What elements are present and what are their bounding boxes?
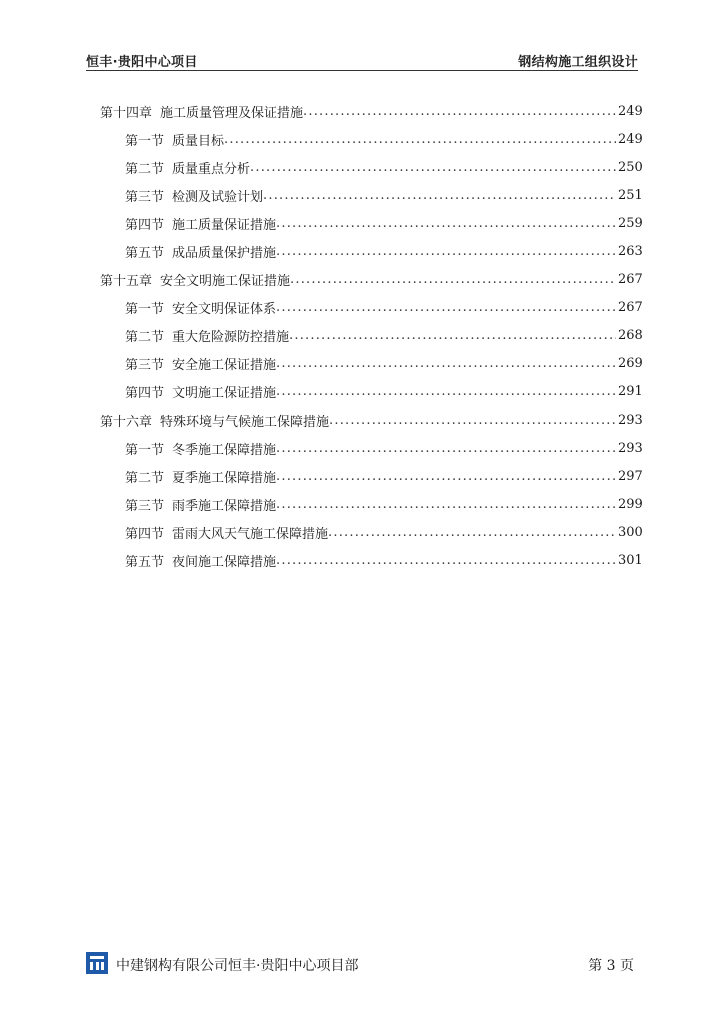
toc-entry-number: 第十四章: [100, 105, 153, 121]
toc-entry-number: 第十五章: [100, 274, 153, 290]
toc-entry-page: 291: [618, 384, 643, 400]
toc-section-entry[interactable]: [100, 153, 643, 181]
page-footer: [86, 952, 636, 976]
toc-entry-number: 第五节: [125, 555, 165, 571]
toc-section-entry[interactable]: [100, 350, 643, 378]
toc-entry-title: 特殊环境与气候施工保障措施: [160, 414, 330, 430]
toc-entry-number: 第三节: [125, 189, 165, 205]
toc-entry-page: 267: [618, 272, 643, 288]
toc-entry-title: 冬季施工保障措施: [172, 442, 277, 458]
toc-leader-dots: [263, 188, 616, 203]
toc-leader-dots: [224, 132, 616, 147]
toc-leader-dots: [290, 272, 616, 287]
header-project-title: 恒丰·贵阳中心项目: [86, 55, 198, 70]
toc-chapter-entry[interactable]: [100, 97, 643, 125]
footer-page-number: 第 3 页: [588, 958, 634, 974]
toc-entry-page: 251: [618, 187, 643, 203]
toc-section-entry[interactable]: [100, 378, 643, 406]
toc-section-entry[interactable]: [100, 547, 643, 575]
toc-entry-title: 施工质量管理及保证措施: [160, 105, 304, 121]
toc-leader-dots: [303, 104, 616, 119]
toc-entry-number: 第一节: [125, 302, 165, 318]
toc-entry-page: 293: [618, 412, 643, 428]
toc-entry-title: 文明施工保证措施: [172, 386, 277, 402]
toc-section-entry[interactable]: [100, 294, 643, 322]
toc-entry-number: 第四节: [125, 526, 165, 542]
toc-entry-title: 夜间施工保障措施: [172, 555, 277, 571]
toc-section-entry[interactable]: [100, 237, 643, 265]
toc-entry-page: 269: [618, 356, 643, 372]
toc-entry-title: 质量重点分析: [172, 161, 251, 177]
toc-leader-dots: [328, 525, 616, 540]
toc-entry-title: 质量目标: [172, 133, 225, 149]
toc-entry-title: 安全施工保证措施: [172, 358, 277, 374]
toc-leader-dots: [276, 300, 616, 315]
toc-entry-page: 263: [618, 244, 643, 260]
toc-entry-title: 成品质量保护措施: [172, 246, 277, 262]
cscec-logo-icon: [86, 952, 108, 974]
toc-entry-number: 第三节: [125, 498, 165, 514]
toc-leader-dots: [276, 497, 616, 512]
toc-entry-page: 249: [618, 131, 643, 147]
header-document-title: 钢结构施工组织设计: [518, 55, 638, 70]
toc-entry-page: 301: [618, 553, 643, 569]
toc-section-entry[interactable]: [100, 209, 643, 237]
toc-entry-title: 雨季施工保障措施: [172, 498, 277, 514]
toc-entry-page: 300: [618, 524, 643, 540]
toc-leader-dots: [289, 328, 616, 343]
toc-leader-dots: [276, 469, 616, 484]
toc-leader-dots: [276, 216, 616, 231]
footer-company-name: 中建钢构有限公司恒丰·贵阳中心项目部: [116, 958, 359, 974]
toc-entry-title: 施工质量保证措施: [172, 217, 277, 233]
toc-section-entry[interactable]: [100, 518, 643, 546]
toc-section-entry[interactable]: [100, 322, 643, 350]
toc-leader-dots: [276, 384, 616, 399]
toc-entry-page: 267: [618, 300, 643, 316]
toc-chapter-entry[interactable]: [100, 406, 643, 434]
toc-entry-page: 268: [618, 328, 643, 344]
toc-entry-page: 293: [618, 440, 643, 456]
toc-entry-title: 安全文明保证体系: [172, 302, 277, 318]
toc-entry-page: 250: [618, 159, 643, 175]
toc-leader-dots: [276, 356, 616, 371]
toc-leader-dots: [276, 553, 616, 568]
toc-entry-number: 第一节: [125, 442, 165, 458]
table-of-contents: [100, 97, 643, 575]
toc-leader-dots: [276, 244, 616, 259]
toc-section-entry[interactable]: [100, 434, 643, 462]
toc-entry-title: 安全文明施工保证措施: [160, 274, 291, 290]
toc-entry-title: 重大危险源防控措施: [172, 330, 290, 346]
toc-section-entry[interactable]: [100, 462, 643, 490]
toc-entry-number: 第三节: [125, 358, 165, 374]
page-header: [86, 50, 638, 71]
toc-leader-dots: [250, 160, 616, 175]
toc-entry-page: 299: [618, 496, 643, 512]
toc-entry-number: 第四节: [125, 217, 165, 233]
toc-entry-number: 第五节: [125, 246, 165, 262]
toc-entry-number: 第二节: [125, 470, 165, 486]
toc-section-entry[interactable]: [100, 125, 643, 153]
toc-entry-number: 第二节: [125, 330, 165, 346]
toc-entry-page: 249: [618, 103, 643, 119]
toc-leader-dots: [329, 413, 616, 428]
toc-entry-page: 297: [618, 468, 643, 484]
toc-section-entry[interactable]: [100, 490, 643, 518]
toc-entry-page: 259: [618, 215, 643, 231]
toc-entry-number: 第四节: [125, 386, 165, 402]
toc-entry-title: 雷雨大风天气施工保障措施: [172, 526, 329, 542]
toc-section-entry[interactable]: [100, 181, 643, 209]
toc-leader-dots: [276, 441, 616, 456]
toc-entry-number: 第一节: [125, 133, 165, 149]
toc-entry-number: 第十六章: [100, 414, 153, 430]
toc-entry-title: 检测及试验计划: [172, 189, 264, 205]
toc-entry-title: 夏季施工保障措施: [172, 470, 277, 486]
toc-entry-number: 第二节: [125, 161, 165, 177]
toc-chapter-entry[interactable]: [100, 266, 643, 294]
